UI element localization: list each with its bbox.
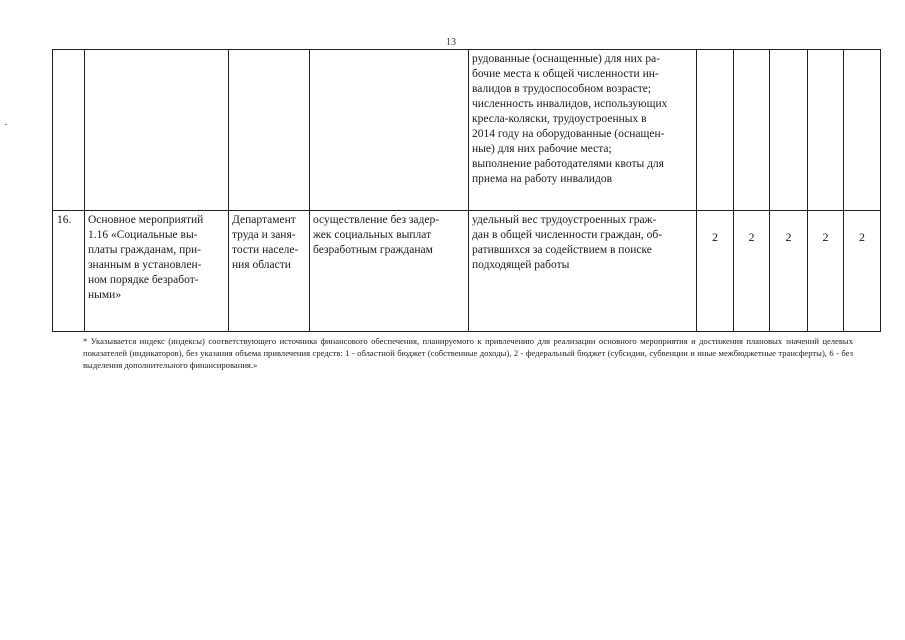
cell-measure — [85, 50, 229, 211]
cell-value — [734, 50, 770, 211]
cell-result — [310, 211, 469, 332]
row-number: 16. — [57, 214, 72, 226]
measure-text: Основное мероприятий 1.16 «Социальные вы- платы гражданам, при- знанным в установлен- ном порядке безработ- ными» — [88, 214, 204, 301]
cell-value — [844, 50, 881, 211]
scan-mark — [5, 124, 7, 125]
executor-text: Департамент труда и заня- тости населе- ния области — [232, 214, 299, 271]
indicator-text: удельный вес трудоустроенных граж- дан в общей численности граждан, об- ратившихся за содействием в поиске подходящей работы — [472, 214, 663, 271]
cell-value — [697, 50, 734, 211]
table-row-16 — [53, 211, 881, 332]
cell-value — [770, 50, 808, 211]
cell-executor — [229, 50, 310, 211]
indicator-text: рудованные (оснащенные) для них ра- бочие места к общей численности ин- валидов в трудоспособном возрасте; численность инвалидов, использующих кресла-коляски, трудоустроенных в 2014 году на оборудованные (оснащен- ные) для них рабочие места; выполнение работодателями квоты для приема на работу инвалидов — [472, 53, 668, 185]
cell-value — [808, 50, 844, 211]
cell-value: 2 — [770, 211, 808, 332]
cell-indicator — [469, 211, 697, 332]
result-text: осуществление без задер- жек социальных выплат безработным гражданам — [313, 214, 440, 256]
program-measures-table — [52, 49, 881, 332]
cell-value: 2 — [808, 211, 844, 332]
cell-number — [53, 50, 85, 211]
cell-number — [53, 211, 85, 332]
cell-value: 2 — [697, 211, 734, 332]
page-number: 13 — [446, 37, 456, 48]
cell-value: 2 — [844, 211, 881, 332]
cell-result — [310, 50, 469, 211]
cell-value: 2 — [734, 211, 770, 332]
table-row-continuation — [53, 50, 881, 211]
cell-measure — [85, 211, 229, 332]
cell-indicator — [469, 50, 697, 211]
footnote: * Указывается индекс (индексы) соответствующего источника финансового обеспечения, планируемого к привлечению для реализации основного мероприятия и достижения плановых значений целевых показателей (индикаторов), без указания объема привлечения средств: 1 - областной бюджет (собственные доходы), 2 - федеральный бюджет (субсидии, субвенции и иные межбюджетные трансферты), 6 - без выделения дополнительного финансирования.» — [83, 336, 853, 370]
cell-executor — [229, 211, 310, 332]
